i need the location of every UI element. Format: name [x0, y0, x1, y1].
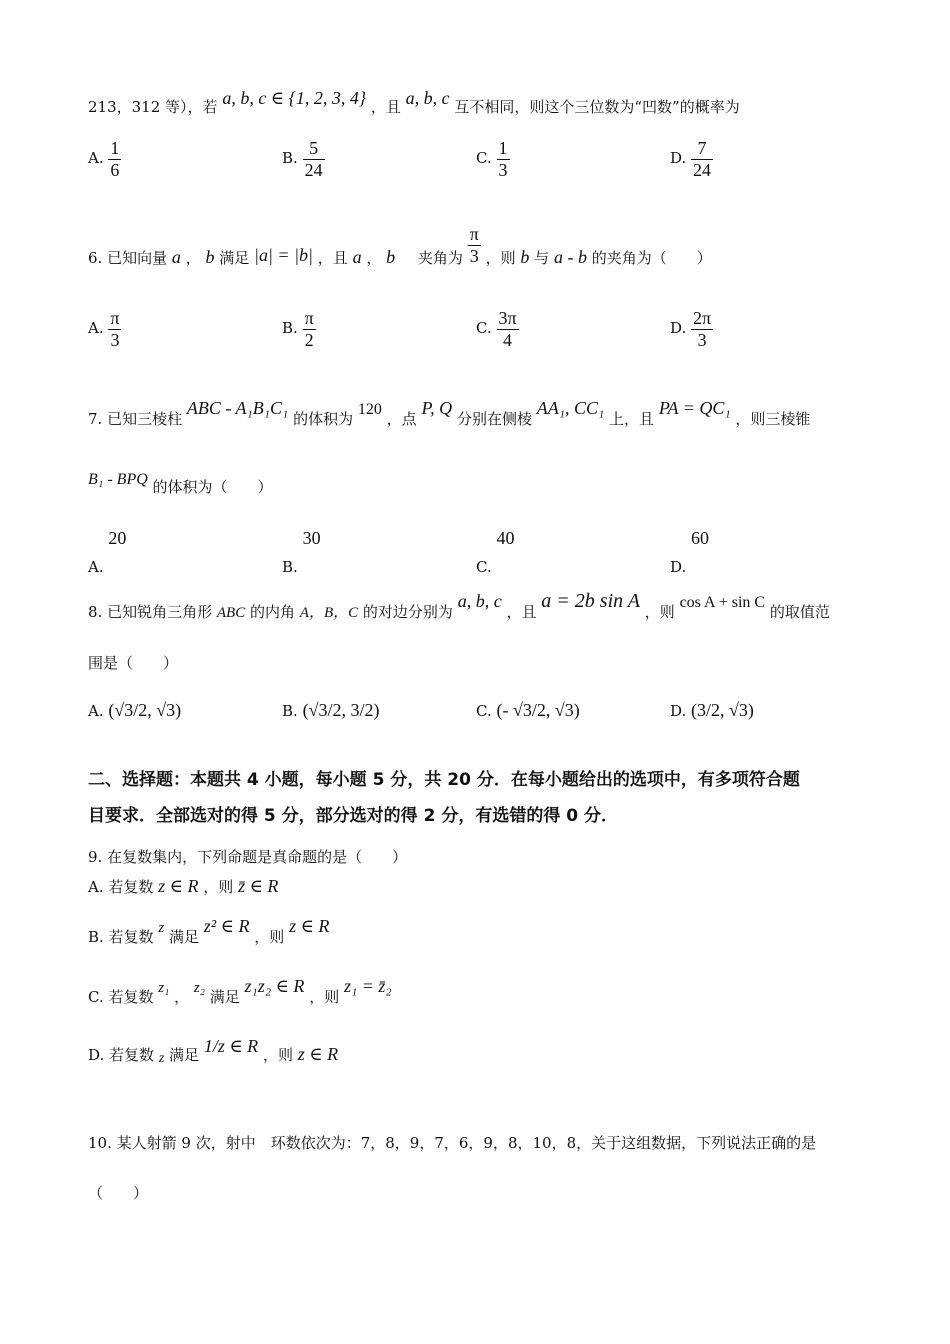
q6-vector-b: b	[205, 247, 215, 268]
option-interval: (3/2, √3)	[691, 700, 754, 720]
option-label: D. 若复数	[88, 1046, 155, 1064]
q9d-text-1: 满足	[169, 1046, 200, 1064]
q7-option-d[interactable]	[670, 528, 709, 576]
option-label: B.	[282, 558, 298, 576]
option-label: B. 若复数	[88, 928, 154, 946]
numerator: 5	[309, 138, 319, 158]
q6-vector-b: b	[386, 247, 396, 268]
option-label: C.	[476, 149, 492, 168]
q9c-sep: ，	[174, 988, 190, 1006]
q6-option-c[interactable]	[476, 308, 519, 350]
option-label: A.	[88, 702, 104, 720]
q6-sep: ，	[185, 249, 201, 268]
q8-angles: A，B，C	[299, 605, 359, 621]
q8-text-7: 围是（ ）	[88, 654, 179, 672]
numerator: 1	[110, 138, 120, 158]
option-label: C.	[476, 702, 492, 720]
q7-text-6: ，则三棱锥	[735, 410, 811, 428]
q6-option-a[interactable]	[88, 308, 121, 350]
q8-option-b[interactable]	[282, 700, 379, 721]
q5-option-b[interactable]	[282, 138, 325, 180]
q6-vector-a: a	[171, 247, 181, 268]
q10-stem-line2	[88, 1182, 148, 1203]
option-label: D.	[670, 149, 687, 168]
q7-text-3: ，点	[386, 410, 417, 428]
q5-text-1: 213，312 等），若	[88, 98, 218, 116]
q5-option-a[interactable]	[88, 138, 121, 180]
q8-text-3: 的对边分别为	[362, 603, 453, 621]
q6-vector-a: a	[352, 247, 362, 268]
section-heading	[88, 762, 868, 834]
q7-text-7: 的体积为（ ）	[152, 478, 273, 496]
q10-bracket: （ ）	[88, 1184, 149, 1202]
q5-option-c[interactable]	[476, 138, 510, 180]
q6-angle-fraction	[468, 224, 481, 266]
option-label: A.	[88, 319, 104, 338]
option-interval: (- √3/2, √3)	[496, 700, 580, 720]
numerator: 3π	[498, 308, 517, 328]
denominator: 3	[108, 329, 121, 351]
section-heading-line1: 二、选择题：本题共 4 小题，每小题 5 分，共 20 分．在每小题给出的选项中，有多项符合题	[88, 770, 800, 790]
q9d-variable: z	[158, 1051, 165, 1066]
denominator: 3	[468, 245, 481, 267]
q9-stem-text: 9. 在复数集内，下列命题是真命题的是（ ）	[88, 848, 408, 866]
fraction	[691, 138, 713, 180]
q6-condition: |a| = |b|	[254, 245, 313, 266]
q7-prism: ABC - A₁B₁C₁	[186, 398, 289, 418]
q7-text-5: 上，且	[609, 410, 655, 428]
option-value: 30	[302, 528, 321, 548]
q9-option-b[interactable]	[88, 916, 329, 947]
q8-stem-line2	[88, 652, 178, 673]
q9c-z1: z₁	[158, 980, 170, 996]
q9-option-a[interactable]	[88, 876, 278, 897]
fraction	[108, 308, 121, 350]
option-label: D.	[670, 702, 687, 720]
option-value: 40	[496, 528, 515, 548]
q6-vector-a-minus-b: a - b	[553, 247, 587, 268]
q8-text-2: 的内角	[250, 603, 296, 621]
q7-option-a[interactable]	[88, 528, 126, 576]
q6-option-b[interactable]	[282, 308, 316, 350]
q9b-condition: z² ∈ R	[203, 916, 250, 936]
q10-text: 10. 某人射箭 9 次，射中 环数依次为：7，8，9，7，6，9，8，10，8，关于这组数据，下列说法正确的是	[88, 1134, 817, 1152]
q7-text-2: 的体积为	[293, 410, 354, 428]
option-label: D.	[670, 319, 687, 338]
q9b-text-2: ，则	[254, 928, 285, 946]
q6-text-5: ，则	[485, 249, 516, 268]
q8-option-d[interactable]	[670, 700, 754, 721]
q9d-condition: 1/z ∈ R	[203, 1036, 259, 1056]
fraction	[497, 138, 510, 180]
q7-equality: PA = QC₁	[658, 398, 731, 418]
q5-stem-tail	[88, 88, 740, 117]
denominator: 4	[497, 329, 519, 351]
option-label: A.	[88, 149, 104, 168]
q9-option-d[interactable]	[88, 1036, 338, 1067]
q9b-variable: z	[158, 920, 165, 936]
option-label: D.	[670, 558, 687, 576]
fraction	[691, 308, 713, 350]
q8-equation: a = 2b sin A	[541, 590, 640, 612]
numerator: π	[110, 308, 120, 328]
denominator: 3	[691, 329, 713, 351]
q6-vector-b: b	[520, 247, 530, 268]
q9-option-c[interactable]	[88, 976, 392, 1007]
option-value: 60	[691, 528, 710, 548]
q5-set-expr: a, b, c ∈ {1, 2, 3, 4}	[222, 88, 367, 108]
q8-sides: a, b, c	[457, 591, 502, 611]
q7-stem-line2	[88, 470, 273, 497]
q7-text-1: 7. 已知三棱柱	[88, 410, 183, 428]
numerator: 2π	[693, 308, 712, 328]
q7-pyramid: B₁ - BPQ	[88, 471, 148, 488]
q6-text-3: ，且	[317, 249, 348, 268]
q8-expression: cos A + sin C	[679, 594, 766, 611]
numerator: 7	[697, 138, 707, 158]
option-label: C.	[476, 558, 492, 576]
q9d-conclusion: z ∈ R	[297, 1044, 339, 1064]
q9b-text-1: 满足	[168, 928, 199, 946]
option-interval: (√3/2, √3)	[108, 700, 182, 720]
q5-text-3: 互不相同，则这个三位数为“凹数”的概率为	[454, 98, 740, 116]
denominator: 2	[303, 329, 316, 351]
q9a-condition: z ∈ R	[158, 876, 199, 896]
option-label: A. 若复数	[88, 878, 154, 896]
option-label: A.	[88, 558, 104, 576]
q9c-conclusion: z₁ = z̄₂	[343, 976, 392, 996]
numerator: 1	[498, 138, 508, 158]
q7-edges: AA₁, CC₁	[536, 398, 605, 418]
q7-volume: 120	[357, 401, 382, 418]
q7-stem-line1	[88, 398, 810, 429]
q6-text-1: 6. 已知向量	[88, 249, 168, 268]
q8-stem-line1	[88, 590, 830, 622]
q8-text-1: 8. 已知锐角三角形	[88, 603, 213, 621]
q6-stem	[88, 224, 712, 268]
q10-stem-line1	[88, 1132, 816, 1153]
q8-option-c[interactable]	[476, 700, 580, 721]
option-value: 20	[108, 528, 127, 548]
q5-vars: a, b, c	[405, 88, 450, 108]
section-heading-line2: 目要求．全部选对的得 5 分，部分选对的得 2 分，有选错的得 0 分．	[88, 806, 618, 826]
fraction	[108, 138, 121, 180]
q7-option-b[interactable]	[282, 528, 321, 576]
q9c-text-2: ，则	[309, 988, 340, 1006]
q9a-conclusion: z̄ ∈ R	[238, 876, 279, 896]
q9-stem	[88, 846, 407, 867]
option-label: C. 若复数	[88, 988, 154, 1006]
denominator: 24	[304, 159, 323, 180]
q5-option-d[interactable]	[670, 138, 713, 180]
option-label: C.	[476, 319, 492, 338]
option-label: B.	[282, 319, 298, 338]
q6-text-2: 满足	[219, 249, 250, 268]
fraction	[303, 308, 316, 350]
denominator: 3	[498, 159, 508, 180]
denominator: 6	[110, 159, 120, 180]
q9c-condition: z₁z₂ ∈ R	[244, 976, 305, 996]
q8-text-6: 的取值范	[769, 603, 830, 621]
q9d-text-2: ，则	[262, 1046, 293, 1064]
q8-triangle: ABC	[216, 605, 246, 621]
q9c-text-1: 满足	[209, 988, 240, 1006]
q9a-text: ，则	[203, 878, 234, 896]
numerator: π	[469, 224, 479, 244]
q7-option-c[interactable]	[476, 528, 515, 576]
q6-option-d[interactable]	[670, 308, 713, 350]
q8-option-a[interactable]	[88, 700, 181, 721]
fraction	[303, 138, 325, 180]
q9c-z2: z₂	[193, 980, 205, 996]
q7-text-4: 分别在侧棱	[456, 410, 532, 428]
q6-text-6: 与	[534, 249, 550, 268]
q8-text-5: ，则	[644, 603, 675, 621]
denominator: 24	[693, 159, 712, 180]
option-label: B.	[282, 149, 298, 168]
fraction	[497, 308, 519, 350]
q5-text-2: ，且	[370, 98, 401, 116]
numerator: π	[304, 308, 314, 328]
option-interval: (√3/2, 3/2)	[302, 700, 380, 720]
q7-points: P, Q	[421, 398, 453, 418]
q6-sep: ，	[366, 249, 382, 268]
q6-text-7: 的夹角为（ ）	[591, 249, 712, 268]
q8-text-4: ，且	[506, 603, 537, 621]
q9b-conclusion: z ∈ R	[289, 916, 330, 936]
q6-text-4: 夹角为	[417, 249, 463, 268]
option-label: B.	[282, 702, 298, 720]
